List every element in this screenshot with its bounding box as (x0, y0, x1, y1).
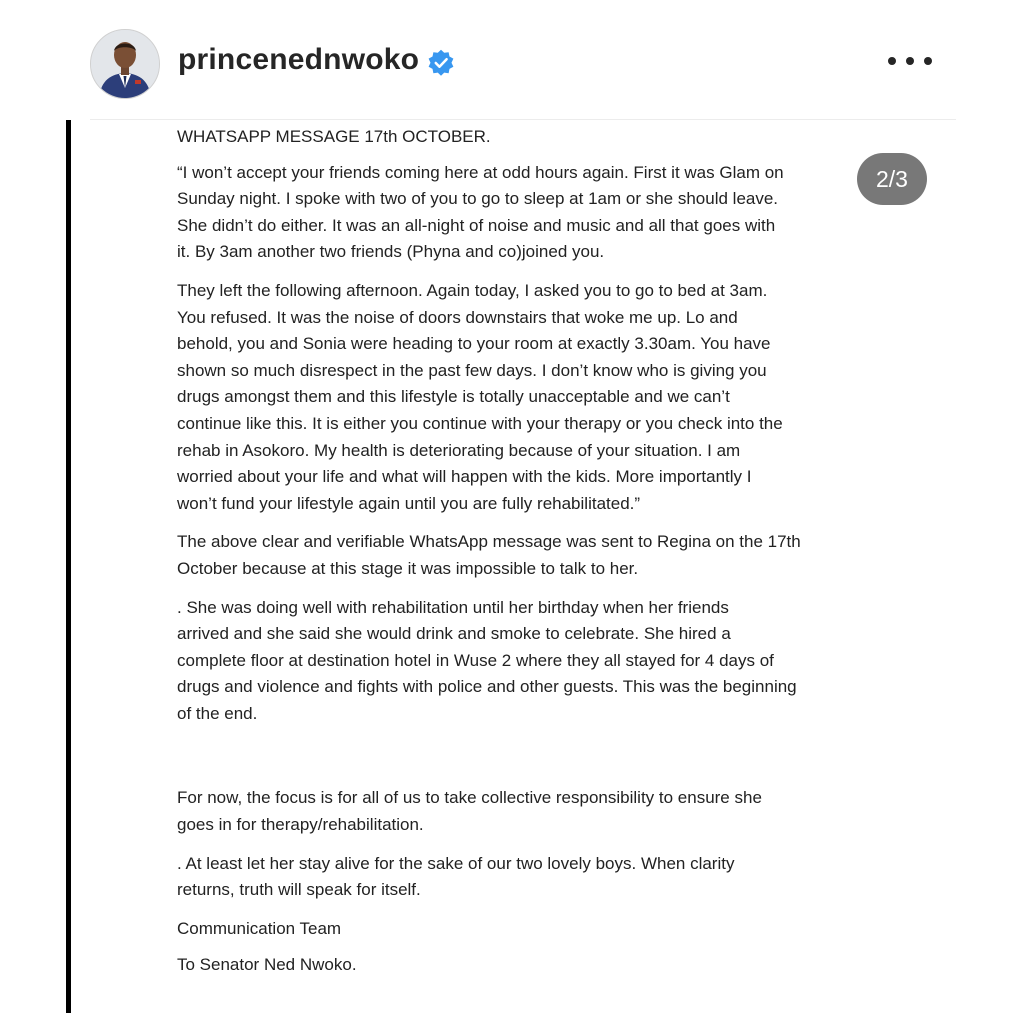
verified-badge-icon (427, 49, 455, 77)
document-paragraph: . At least let her stay alive for the sake of our two lovely boys. When clarity returns, truth will speak for itself. (177, 853, 735, 900)
avatar-photo-icon (91, 30, 159, 98)
carousel-page-indicator: 2/3 (857, 153, 927, 205)
header-divider (90, 119, 956, 120)
document-paragraph: . She was doing well with rehabilitation until her birthday when her friends arrived and she said she would drink and smoke to celebrate. She hired a complete floor at destination hotel in Wuse 2 where they all stayed for 4 days of drugs and violence and fights with police and other guests. This was the beginning of the end. (177, 597, 797, 723)
more-dot (906, 57, 914, 65)
document-heading: WHATSAPP MESSAGE 17th OCTOBER. (177, 127, 491, 146)
post-image-document (177, 124, 877, 989)
signature-team: Communication Team (177, 918, 342, 938)
profile-username[interactable]: princenednwoko (178, 43, 420, 76)
document-paragraph: The above clear and verifiable WhatsApp message was sent to Regina on the 17th October because at this stage it was impossible to talk to her. (177, 532, 801, 578)
document-left-edge (66, 120, 71, 1013)
document-paragraph: “I won’t accept your friends coming here at odd hours again. First it was Glam on Sunday night. I spoke with two of you to go to sleep at 1am or she should leave. She didn’t do either. It was an all-night of noise and music and all that goes with it. By 3am another two friends (Phyna and co)joined you. (177, 162, 784, 262)
signature-recipient: To Senator Ned Nwoko. (177, 955, 357, 975)
document-paragraph: For now, the focus is for all of us to take collective responsibility to ensure she goes in for therapy/rehabilitation. (177, 788, 762, 835)
document-paragraph: They left the following afternoon. Again today, I asked you to go to bed at 3am. You refused. It was the noise of doors downstairs that woke me up. Lo and behold, you and Sonia were heading to your room at exactly 3.30am. You have shown so much disrespect in the past few days. I don’t know who is giving you drugs amongst them and this lifestyle is totally unacceptable and we can’t continue like this. It is either you continue with your therapy or you check into the rehab in Asokoro. My health is deteriorating because of your situation. I am worried about your life and what will happen with the kids. More importantly I won’t fund your lifestyle again until you are fully rehabilitated.” (177, 280, 783, 513)
more-dot (888, 57, 896, 65)
more-options-icon[interactable] (888, 46, 932, 76)
more-dot (924, 57, 932, 65)
profile-avatar[interactable] (90, 29, 160, 99)
post-header (0, 0, 1024, 120)
